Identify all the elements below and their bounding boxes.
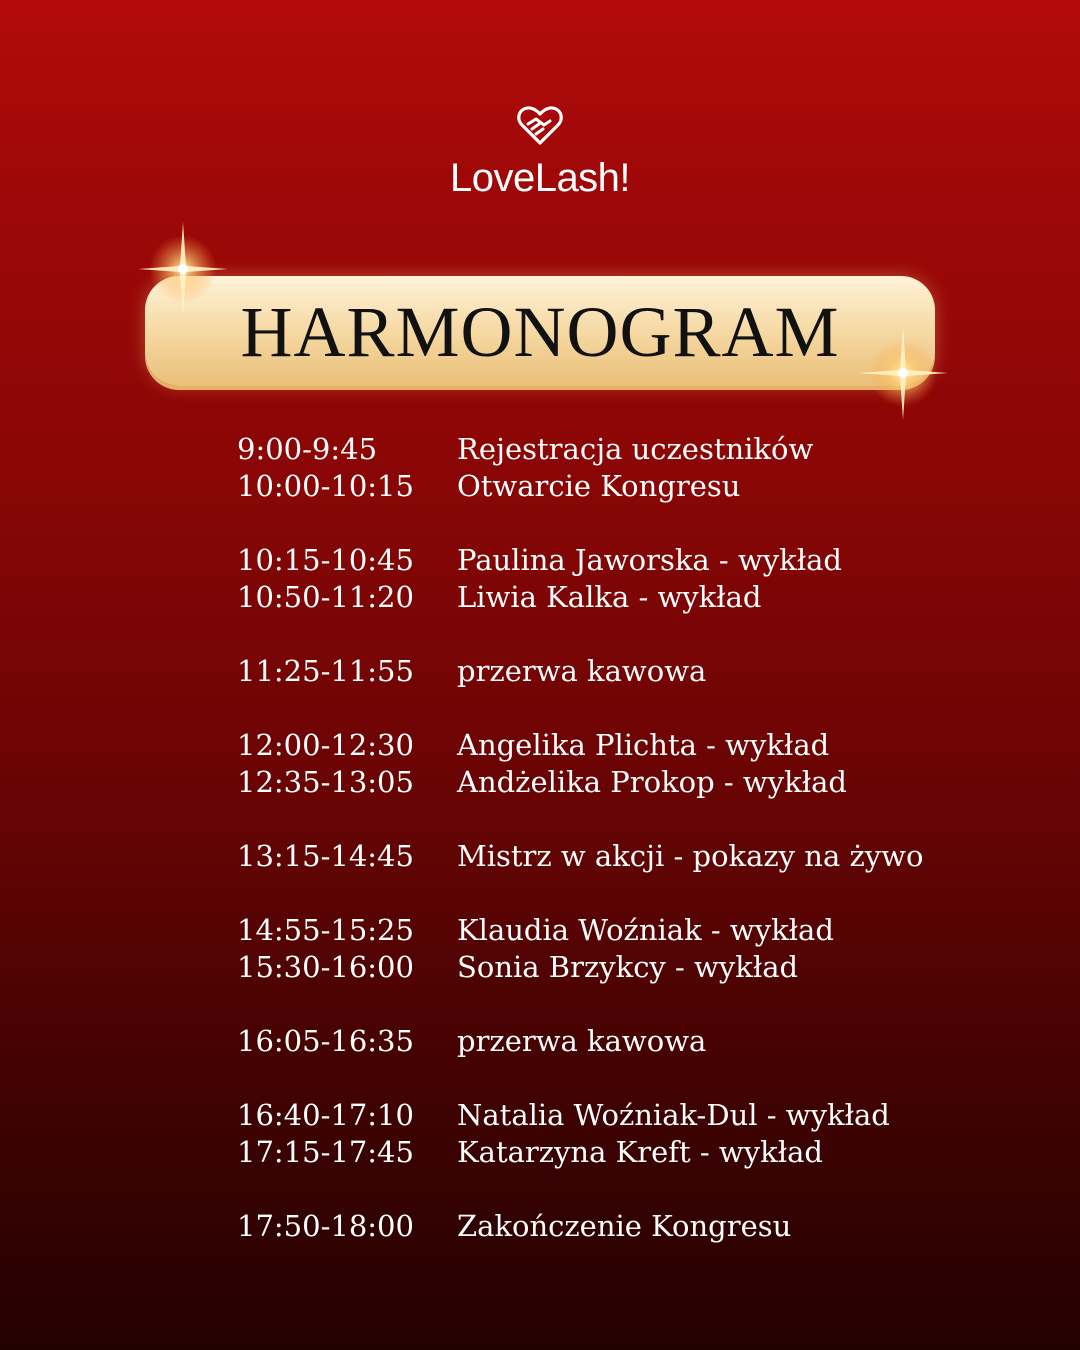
schedule-row [0, 910, 1080, 950]
schedule-event: Angelika Plichta - wykład [457, 728, 830, 762]
schedule-row [0, 466, 1080, 506]
schedule-time: 16:05-16:35 [237, 1024, 414, 1058]
schedule-event: przerwa kawowa [457, 1024, 707, 1058]
schedule-row [0, 651, 1080, 691]
schedule-time: 10:00-10:15 [237, 469, 414, 503]
schedule-event: Katarzyna Kreft - wykład [457, 1135, 823, 1169]
schedule-event: Liwia Kalka - wykład [457, 580, 762, 614]
schedule-event: Otwarcie Kongresu [457, 469, 741, 503]
schedule-row [0, 947, 1080, 987]
schedule-row [0, 577, 1080, 617]
schedule-time: 9:00-9:45 [237, 432, 378, 466]
schedule-row [0, 1095, 1080, 1135]
schedule-event: Natalia Woźniak-Dul - wykład [457, 1098, 890, 1132]
schedule-row [0, 725, 1080, 765]
schedule-time: 11:25-11:55 [237, 654, 414, 688]
schedule-time: 13:15-14:45 [237, 839, 414, 873]
page-title: HARMONOGRAM [240, 292, 840, 372]
schedule-time: 10:50-11:20 [237, 580, 414, 614]
schedule-row [0, 1132, 1080, 1172]
schedule-time: 15:30-16:00 [237, 950, 414, 984]
schedule-event: Rejestracja uczestników [457, 432, 814, 466]
schedule-row [0, 836, 1080, 876]
schedule-time: 12:35-13:05 [237, 765, 414, 799]
schedule-time: 14:55-15:25 [237, 913, 414, 947]
schedule-event: Klaudia Woźniak - wykład [457, 913, 834, 947]
schedule-row [0, 1021, 1080, 1061]
schedule-time: 10:15-10:45 [237, 543, 414, 577]
schedule-event: przerwa kawowa [457, 654, 707, 688]
schedule-row [0, 540, 1080, 580]
schedule-row [0, 762, 1080, 802]
schedule-event: Zakończenie Kongresu [457, 1209, 792, 1243]
schedule-event: Sonia Brzykcy - wykład [457, 950, 799, 984]
schedule-time: 17:50-18:00 [237, 1209, 414, 1243]
schedule-row [0, 429, 1080, 469]
schedule-event: Paulina Jaworska - wykład [457, 543, 842, 577]
schedule-event: Mistrz w akcji - pokazy na żywo [457, 839, 924, 873]
schedule-event: Andżelika Prokop - wykład [457, 765, 847, 799]
schedule-time: 17:15-17:45 [237, 1135, 414, 1169]
brand-name: LoveLash! [449, 156, 631, 200]
schedule-row [0, 1206, 1080, 1246]
schedule-time: 16:40-17:10 [237, 1098, 414, 1132]
schedule-time: 12:00-12:30 [237, 728, 414, 762]
